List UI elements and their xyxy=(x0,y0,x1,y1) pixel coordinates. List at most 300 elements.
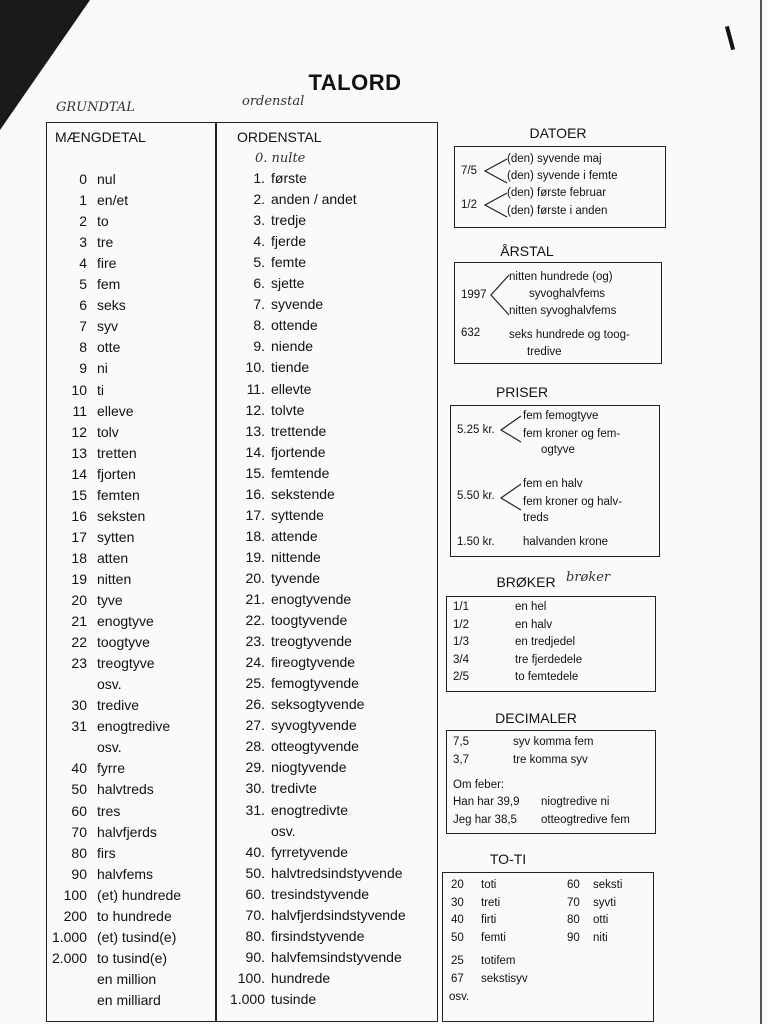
datoer-a1: (den) syvende maj xyxy=(507,153,602,165)
cardinal-word: fem xyxy=(97,276,121,293)
cardinal-number: 15 xyxy=(71,486,87,503)
maengdetal-heading: MÆNGDETAL xyxy=(55,129,146,145)
datoer-b2: (den) første i anden xyxy=(507,205,608,217)
broker-value: to femtedele xyxy=(515,671,579,683)
ordenstal-row xyxy=(217,231,437,252)
ordinal-word: seksogtyvende xyxy=(271,696,365,713)
ordinal-word: første xyxy=(271,170,307,186)
scan-edge xyxy=(760,0,762,1024)
maengdetal-row xyxy=(47,611,215,632)
broker-key: 3/4 xyxy=(453,653,469,666)
broker-box xyxy=(446,596,656,692)
toti-right-value: seksti xyxy=(593,879,623,891)
aarstal-bracket xyxy=(489,271,511,321)
feber-value: niogtredive ni xyxy=(541,796,610,808)
ordinal-word: halvfemsindstyvende xyxy=(271,948,402,965)
cardinal-number: 90 xyxy=(71,865,87,882)
cardinal-number: 2.000 xyxy=(51,949,87,966)
ordinal-number: 17. xyxy=(245,506,265,523)
ordenstal-heading: ORDENSTAL xyxy=(237,129,322,145)
cardinal-word: sytten xyxy=(97,528,135,545)
cardinal-word: tyve xyxy=(97,592,123,608)
feber-value: otteogtredive fem xyxy=(541,814,630,826)
cardinal-number: 7 xyxy=(79,318,87,335)
cardinal-number: 30 xyxy=(71,697,87,714)
cardinal-word: halvfems xyxy=(97,865,154,882)
priser-a2b: ogtyve xyxy=(541,444,575,456)
priser-b1: fem en halv xyxy=(523,478,583,490)
toti-left-value: femti xyxy=(481,931,506,944)
toti-right-value: syvti xyxy=(593,896,616,909)
aarstal-b1b: tredive xyxy=(527,346,562,358)
ordinal-number: 9. xyxy=(253,338,265,355)
ordinal-word: attende xyxy=(271,527,318,544)
priser-heading: PRISER xyxy=(495,384,549,400)
ordinal-number: 3. xyxy=(253,212,265,229)
aarstal-box xyxy=(454,262,662,364)
ordenstal-row xyxy=(217,336,437,357)
aarstal-heading: ÅRSTAL xyxy=(500,243,554,259)
ordinal-word: femte xyxy=(271,254,307,271)
handwritten-note-grundtal: GRUNDTAL xyxy=(56,100,135,115)
maengdetal-row xyxy=(47,906,215,927)
ordinal-number: 30. xyxy=(245,780,265,797)
ordinal-number: 4. xyxy=(253,233,265,250)
cardinal-word: en million xyxy=(97,970,157,987)
ordinal-number: 26. xyxy=(245,696,265,713)
ordinal-number: 70. xyxy=(245,906,265,923)
ordinal-number: 80. xyxy=(245,927,265,944)
cardinal-number: 3 xyxy=(79,234,87,251)
cardinal-number: 50 xyxy=(71,781,87,798)
ordinal-word: tyvende xyxy=(271,569,321,586)
datoer-key-b: 1/2 xyxy=(461,199,477,211)
maengdetal-row xyxy=(47,885,215,906)
decimal-value: syv komma fem xyxy=(513,736,594,748)
ordinal-number: 6. xyxy=(253,275,265,292)
priser-a1: fem femogtyve xyxy=(523,410,599,422)
ordinal-word: ellevte xyxy=(271,380,312,397)
ordinal-word: halvtredsindstyvende xyxy=(271,864,403,881)
ordinal-number: 12. xyxy=(245,401,265,418)
cardinal-word: osv. xyxy=(97,676,122,693)
ordinal-word: niende xyxy=(271,338,314,355)
cardinal-word: ni xyxy=(97,360,108,377)
feber-label: Om feber: xyxy=(453,779,505,791)
ordinal-number: 8. xyxy=(253,317,265,334)
cardinal-word: fire xyxy=(97,255,117,272)
ordenstal-row xyxy=(217,947,437,968)
handwritten-note-broker: brøker xyxy=(566,570,611,585)
maengdetal-box xyxy=(46,122,216,1022)
toti-left-key: 30 xyxy=(451,896,464,909)
toti-right-key: 60 xyxy=(567,879,580,891)
ordinal-number: 15. xyxy=(245,464,265,481)
ordinal-number: 31. xyxy=(245,801,265,818)
cardinal-number: 40 xyxy=(71,760,87,777)
cardinal-number: 18 xyxy=(71,549,87,566)
toti-right-key: 80 xyxy=(567,914,580,926)
ordinal-number: 27. xyxy=(245,717,265,734)
maengdetal-row xyxy=(47,337,215,358)
ordinal-word: femogtyvende xyxy=(271,675,359,692)
ordenstal-row xyxy=(217,189,437,210)
maengdetal-row xyxy=(47,990,215,1011)
ordenstal-row xyxy=(217,273,437,294)
broker-key: 1/2 xyxy=(453,618,469,631)
ordenstal-row xyxy=(217,736,437,757)
datoer-brackets xyxy=(483,153,509,223)
ordinal-word: fjortende xyxy=(271,443,326,460)
toti-extra-value: totifem xyxy=(481,955,516,967)
maengdetal-row xyxy=(47,779,215,800)
toti-left-key: 50 xyxy=(451,931,464,944)
priser-key-c: 1.50 kr. xyxy=(457,536,495,548)
cardinal-number: 17 xyxy=(71,528,87,545)
cardinal-number: 4 xyxy=(79,255,87,272)
cardinal-word: tre xyxy=(97,234,114,251)
ordenstal-row xyxy=(217,505,437,526)
ordenstal-row xyxy=(217,168,437,189)
broker-value: en hel xyxy=(515,601,547,613)
priser-c1: halvanden krone xyxy=(523,536,609,548)
cardinal-word: fyrre xyxy=(97,760,125,777)
priser-brackets xyxy=(497,412,523,522)
ordenstal-row xyxy=(217,926,437,947)
priser-key-b: 5.50 kr. xyxy=(457,490,495,502)
aarstal-key-b: 632 xyxy=(461,327,481,339)
cardinal-word: nitten xyxy=(97,570,132,587)
ordinal-word: tolvte xyxy=(271,401,305,418)
cardinal-word: syv xyxy=(97,318,118,335)
maengdetal-row xyxy=(47,653,215,674)
ordinal-number: 29. xyxy=(245,759,265,776)
staple-mark xyxy=(725,26,735,50)
ordinal-word: toogtyvende xyxy=(271,612,348,629)
toti-heading: TO-TI xyxy=(489,851,527,867)
ordinal-word: tredivte xyxy=(271,780,317,797)
cardinal-number: 8 xyxy=(79,339,87,356)
handwritten-note-nulte: 0. nulte xyxy=(255,151,306,166)
maengdetal-row xyxy=(47,169,215,190)
maengdetal-row xyxy=(47,422,215,443)
ordinal-word: hundrede xyxy=(271,969,331,986)
ordinal-word: enogtredivte xyxy=(271,801,349,818)
ordinal-word: ottende xyxy=(271,317,318,334)
maengdetal-row xyxy=(47,190,215,211)
decimal-key: 3,7 xyxy=(453,754,469,766)
ordinal-word: syvende xyxy=(271,296,324,313)
cardinal-word: firs xyxy=(97,844,116,861)
maengdetal-row xyxy=(47,232,215,253)
maengdetal-row xyxy=(47,211,215,232)
broker-key: 2/5 xyxy=(453,671,469,683)
ordinal-number: 24. xyxy=(245,654,265,671)
ordinal-word: femtende xyxy=(271,464,330,481)
cardinal-word: femten xyxy=(97,486,140,503)
ordinal-number: 18. xyxy=(245,527,265,544)
ordinal-number: 1. xyxy=(253,170,265,186)
maengdetal-row xyxy=(47,295,215,316)
cardinal-number: 12 xyxy=(71,423,87,440)
ordinal-number: 90. xyxy=(245,948,265,965)
cardinal-number: 13 xyxy=(71,444,87,461)
ordenstal-row xyxy=(217,715,437,736)
priser-key-a: 5.25 kr. xyxy=(457,424,495,436)
maengdetal-row xyxy=(47,401,215,422)
cardinal-number: 60 xyxy=(71,802,87,819)
maengdetal-row xyxy=(47,380,215,401)
ordinal-number: 60. xyxy=(245,885,265,902)
maengdetal-row xyxy=(47,822,215,843)
maengdetal-row xyxy=(47,527,215,548)
feber-key: Han har 39,9 xyxy=(453,796,520,808)
maengdetal-row xyxy=(47,948,215,969)
page-title: TALORD xyxy=(308,70,402,95)
maengdetal-row xyxy=(47,316,215,337)
cardinal-number: 100 xyxy=(63,886,87,903)
cardinal-number: 80 xyxy=(71,844,87,861)
broker-value: tre fjerdedele xyxy=(515,653,583,666)
cardinal-word: to xyxy=(97,213,109,230)
ordinal-word: osv. xyxy=(271,822,296,839)
ordenstal-row xyxy=(217,357,437,378)
cardinal-word: seksten xyxy=(97,507,146,524)
handwritten-note-ordenstal: ordenstal xyxy=(242,94,305,109)
ordinal-number: 100. xyxy=(237,969,265,986)
toti-extra-key: 67 xyxy=(451,973,464,985)
cardinal-word: nul xyxy=(97,171,116,187)
toti-left-value: treti xyxy=(481,896,501,909)
cardinal-word: elleve xyxy=(97,402,134,419)
cardinal-word: treogtyve xyxy=(97,655,155,672)
toti-extra-key: 25 xyxy=(451,955,464,967)
cardinal-word: tredive xyxy=(97,697,140,714)
ordinal-number: 5. xyxy=(253,254,265,271)
datoer-box xyxy=(454,146,666,228)
maengdetal-row xyxy=(47,969,215,990)
cardinal-number: 70 xyxy=(71,823,87,840)
cardinal-word: otte xyxy=(97,339,121,356)
ordenstal-row xyxy=(217,400,437,421)
maengdetal-row xyxy=(47,548,215,569)
cardinal-number: 200 xyxy=(63,907,87,924)
aarstal-a2: nitten syvoghalvfems xyxy=(509,305,617,317)
ordinal-word: sekstende xyxy=(271,485,335,502)
maengdetal-row xyxy=(47,443,215,464)
ordenstal-row xyxy=(217,905,437,926)
cardinal-number: 10 xyxy=(71,381,87,398)
maengdetal-row xyxy=(47,506,215,527)
ordinal-word: sjette xyxy=(271,275,305,292)
broker-key: 1/3 xyxy=(453,636,469,648)
aarstal-a1b: syvoghalvfems xyxy=(529,288,606,300)
ordinal-number: 21. xyxy=(245,591,265,607)
ordenstal-box xyxy=(216,122,438,1022)
cardinal-number: 5 xyxy=(79,276,87,293)
ordenstal-row xyxy=(217,968,437,989)
cardinal-word: ti xyxy=(97,381,104,398)
ordenstal-row xyxy=(217,884,437,905)
ordinal-word: trettende xyxy=(271,422,327,439)
broker-heading: BRØKER xyxy=(496,574,556,590)
cardinal-word: halvfjerds xyxy=(97,823,157,840)
cardinal-word: halvtreds xyxy=(97,781,154,798)
ordenstal-row xyxy=(217,863,437,884)
ordinal-number: 23. xyxy=(245,633,265,650)
maengdetal-row xyxy=(47,801,215,822)
ordinal-word: nittende xyxy=(271,548,321,565)
broker-key: 1/1 xyxy=(453,601,469,613)
cardinal-word: (et) hundrede xyxy=(97,886,182,903)
ordinal-number: 19. xyxy=(245,548,265,565)
ordinal-word: fireogtyvende xyxy=(271,654,356,671)
feber-key: Jeg har 38,5 xyxy=(453,814,517,826)
cardinal-word: (et) tusind(e) xyxy=(97,928,177,945)
cardinal-number: 22 xyxy=(71,634,87,651)
maengdetal-row xyxy=(47,674,215,695)
cardinal-word: enogtredive xyxy=(97,718,171,735)
ordenstal-row xyxy=(217,484,437,505)
toti-osv: osv. xyxy=(449,991,470,1003)
cardinal-number: 1 xyxy=(79,192,87,209)
cardinal-number: 2 xyxy=(79,213,87,230)
ordenstal-row xyxy=(217,463,437,484)
cardinal-word: seks xyxy=(97,297,126,314)
aarstal-a1: nitten hundrede (og) xyxy=(509,271,613,283)
cardinal-word: fjorten xyxy=(97,465,136,482)
priser-b2: fem kroner og halv- xyxy=(523,496,623,508)
cardinal-word: atten xyxy=(97,549,129,566)
cardinal-number: 1.000 xyxy=(51,928,87,945)
toti-right-value: niti xyxy=(593,931,608,944)
ordenstal-row xyxy=(217,610,437,631)
cardinal-number: 14 xyxy=(71,465,87,482)
maengdetal-row xyxy=(47,464,215,485)
ordenstal-row xyxy=(217,547,437,568)
maengdetal-row xyxy=(47,485,215,506)
broker-value: en tredjedel xyxy=(515,636,576,648)
ordinal-number: 1.000 xyxy=(229,990,265,1007)
ordinal-word: fjerde xyxy=(271,233,307,250)
decimal-key: 7,5 xyxy=(453,736,469,748)
ordenstal-row xyxy=(217,842,437,863)
ordinal-word: tiende xyxy=(271,359,310,376)
cardinal-number: 21 xyxy=(71,613,87,630)
aarstal-b1: seks hundrede og toog- xyxy=(509,329,630,341)
ordenstal-row xyxy=(217,210,437,231)
maengdetal-row xyxy=(47,358,215,379)
maengdetal-row xyxy=(47,695,215,716)
ordinal-word: anden / andet xyxy=(271,191,357,208)
ordinal-number: 16. xyxy=(245,485,265,502)
ordenstal-row xyxy=(217,989,437,1010)
cardinal-word: tres xyxy=(97,802,121,819)
ordenstal-row xyxy=(217,526,437,547)
maengdetal-row xyxy=(47,253,215,274)
cardinal-number: 19 xyxy=(71,570,87,587)
toti-extra-value: sekstisyv xyxy=(481,973,528,985)
ordenstal-row xyxy=(217,673,437,694)
ordinal-word: tusinde xyxy=(271,990,317,1007)
ordenstal-row xyxy=(217,631,437,652)
ordenstal-row xyxy=(217,315,437,336)
cardinal-word: tretten xyxy=(97,444,137,461)
ordinal-number: 40. xyxy=(245,843,265,860)
ordinal-word: tredje xyxy=(271,212,307,229)
priser-box xyxy=(450,405,660,557)
cardinal-word: en/et xyxy=(97,192,129,209)
ordenstal-row xyxy=(217,589,437,610)
broker-value: en halv xyxy=(515,618,553,631)
ordinal-word: otteogtyvende xyxy=(271,738,359,755)
ordinal-word: niogtyvende xyxy=(271,759,347,776)
ordenstal-row xyxy=(217,442,437,463)
datoer-a2: (den) syvende i femte xyxy=(507,170,618,182)
ordinal-number: 13. xyxy=(245,422,265,439)
cardinal-word: enogtyve xyxy=(97,613,154,630)
ordinal-word: firsindstyvende xyxy=(271,927,365,944)
ordenstal-row xyxy=(217,821,437,842)
cardinal-number: 31 xyxy=(71,718,87,735)
toti-right-value: otti xyxy=(593,914,609,926)
cardinal-number: 16 xyxy=(71,507,87,524)
ordinal-word: syvogtyvende xyxy=(271,717,357,734)
ordinal-number: 50. xyxy=(245,864,265,881)
maengdetal-row xyxy=(47,569,215,590)
ordinal-word: halvfjerdsindstyvende xyxy=(271,906,406,923)
ordinal-number: 11. xyxy=(246,380,265,397)
cardinal-word: to hundrede xyxy=(97,907,172,924)
aarstal-key-a: 1997 xyxy=(461,289,487,301)
cardinal-number: 23 xyxy=(71,655,87,672)
ordinal-number: 2. xyxy=(253,191,265,208)
toti-left-key: 20 xyxy=(451,879,464,891)
ordinal-word: fyrretyvende xyxy=(271,843,349,860)
ordenstal-row xyxy=(217,757,437,778)
priser-a2: fem kroner og fem- xyxy=(523,428,621,440)
cardinal-number: 6 xyxy=(79,297,87,314)
ordenstal-row xyxy=(217,568,437,589)
toti-left-value: toti xyxy=(481,879,497,891)
maengdetal-row xyxy=(47,927,215,948)
ordenstal-row xyxy=(217,379,437,400)
ordinal-number: 22. xyxy=(245,612,265,629)
cardinal-word: en milliard xyxy=(97,991,161,1008)
ordenstal-row xyxy=(217,652,437,673)
cardinal-word: toogtyve xyxy=(97,634,150,651)
maengdetal-row xyxy=(47,737,215,758)
ordinal-number: 10. xyxy=(245,359,265,376)
maengdetal-row xyxy=(47,632,215,653)
priser-b2b: treds xyxy=(523,512,549,524)
ordinal-word: syttende xyxy=(271,506,324,523)
maengdetal-row xyxy=(47,758,215,779)
decimaler-heading: DECIMALER xyxy=(495,710,577,726)
datoer-heading: DATOER xyxy=(529,125,587,141)
ordenstal-row xyxy=(217,252,437,273)
datoer-b1: (den) første februar xyxy=(507,187,607,199)
ordenstal-row xyxy=(217,421,437,442)
maengdetal-row xyxy=(47,843,215,864)
cardinal-number: 9 xyxy=(79,360,87,377)
toti-box xyxy=(442,872,654,1022)
maengdetal-row xyxy=(47,716,215,737)
ordinal-number: 14. xyxy=(245,443,265,460)
maengdetal-row xyxy=(47,590,215,611)
cardinal-word: osv. xyxy=(97,739,122,756)
decimaler-box xyxy=(446,730,656,834)
